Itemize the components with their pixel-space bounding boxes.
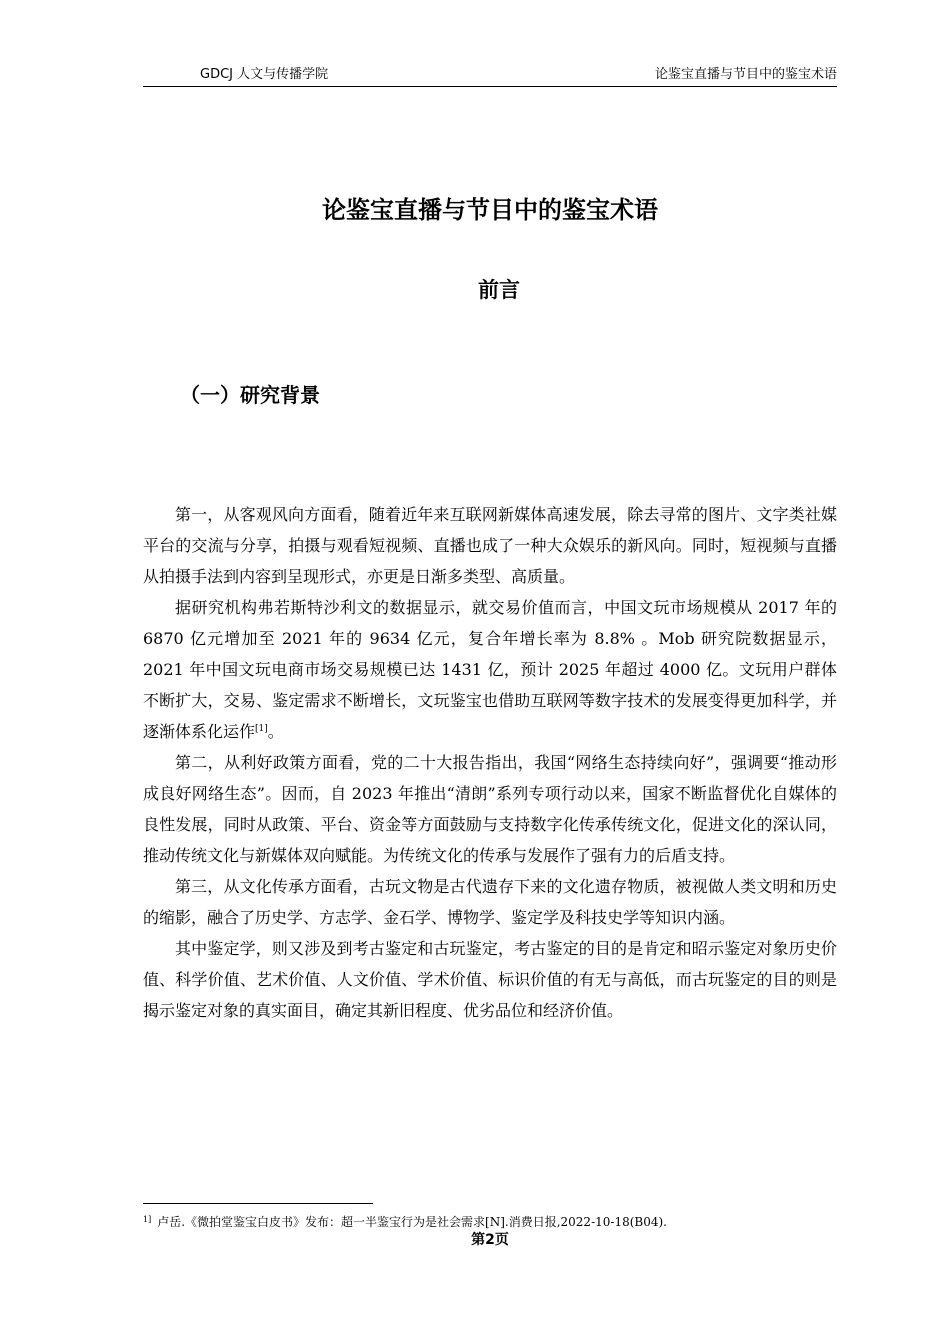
paragraph-end-punct: 。 [267, 722, 284, 741]
citation-marker[interactable]: [1] [255, 724, 268, 734]
paragraph: 第二，从利好政策方面看，党的二十大报告指出，我国“网络生态持续向好”，强调要“推动形成良好网络生态”。因而，自 2023 年推出“清朗”系列专项行动以来，国家不断监督优化自媒体的良性发展，同时从政策、平台、资金等方面鼓励与支持数字化传承传统文化，促进文化的深认同，推动传统文化与新媒体双向赋能。为传统文化的传承与发展作了强有力的后盾支持。 [143, 753, 837, 865]
header-paper-title: 论鉴宝直播与节目中的鉴宝术语 [654, 67, 837, 82]
page-title: 论鉴宝直播与节目中的鉴宝术语 [322, 196, 658, 224]
footnote-text: 卢岳.《微拍堂鉴宝白皮书》发布：超一半鉴宝行为是社会需求[N].消费日报,2022-10-18(B04). [157, 1215, 667, 1229]
footnote-marker: 1] [143, 1215, 152, 1224]
paragraph: 第一，从客观风向方面看，随着近年来互联网新媒体高速发展，除去寻常的图片、文字类社媒平台的交流与分享，拍摄与观看短视频、直播也成了一种大众娱乐的新风向。同时，短视频与直播从拍摄手法到内容到呈现形式，亦更是日渐多类型、高质量。 [143, 505, 837, 586]
page-number: 第2页 [471, 1232, 509, 1248]
paragraph: 其中鉴定学，则又涉及到考古鉴定和古玩鉴定，考古鉴定的目的是肯定和昭示鉴定对象历史价值、科学价值、艺术价值、人文价值、学术价值、标识价值的有无与高低，而古玩鉴定的目的则是揭示鉴定对象的真实面目，确定其新旧程度、优劣品位和经济价值。 [143, 939, 837, 1020]
paragraph-text: 据研究机构弗若斯特沙利文的数据显示，就交易价值而言，中国文玩市场规模从 2017 年的 6870 亿元增加至 2021 年的 9634 亿元，复合年增长率为 8.8% 。Mob 研究院数据显示，2021 年中国文玩电商市场交易规模已达 1431 亿，预计 2025 年超过 4000 亿。文玩用户群体不断扩大，交易、鉴定需求不断增长，文玩鉴宝也借助互联网等数字技术的发展变得更加科学，并逐渐体系化运作 [143, 598, 837, 741]
body-text [143, 499, 837, 1026]
section-heading: （一）研究背景 [180, 383, 320, 407]
footnote-divider [143, 1203, 373, 1204]
preface-heading: 前言 [478, 278, 520, 302]
paragraph [143, 592, 837, 747]
running-header [143, 62, 837, 84]
header-institution: GDCJ 人文与传播学院 [200, 67, 329, 82]
header-divider [143, 86, 837, 87]
footnote [143, 1212, 837, 1230]
paragraph: 第三，从文化传承方面看，古玩文物是古代遗存下来的文化遗存物质，被视做人类文明和历史的缩影，融合了历史学、方志学、金石学、博物学、鉴定学及科技史学等知识内涵。 [143, 877, 837, 927]
